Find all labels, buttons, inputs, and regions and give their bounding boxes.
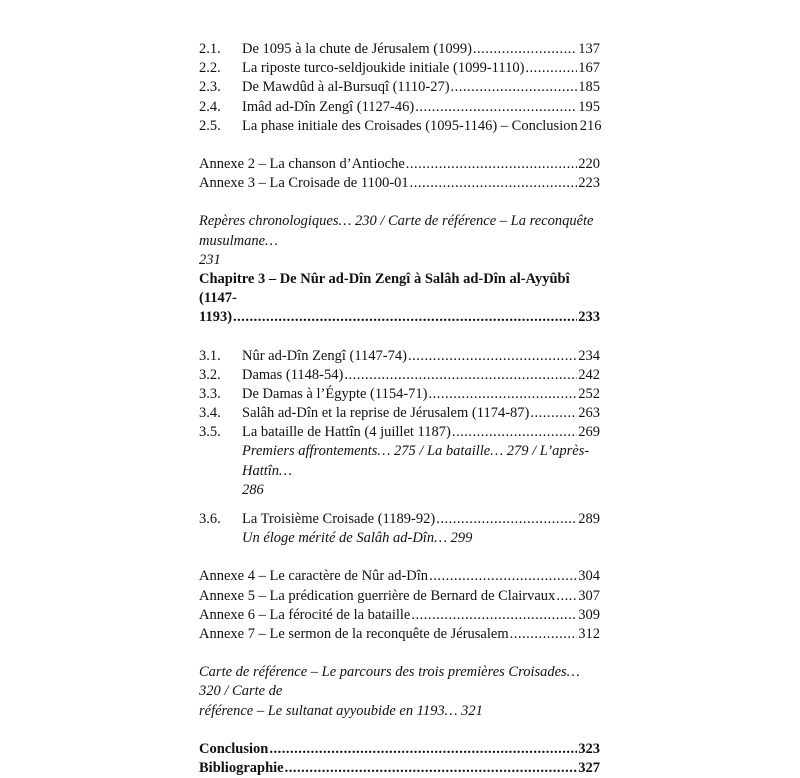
toc-entry-title: Nûr ad-Dîn Zengî (1147-74) — [242, 347, 407, 364]
chapter-title-line: 1193) — [199, 309, 233, 326]
toc-entry-title: De Damas à l’Égypte (1154-71) — [242, 385, 428, 402]
toc-entry-title: Annexe 4 – Le caractère de Nûr ad-Dîn — [199, 568, 429, 585]
toc-dot-leader — [556, 587, 577, 606]
toc-note-line: référence – Le sultanat ayyoubide en 1193… 321 — [199, 702, 483, 719]
toc-entry-title: Salâh ad-Dîn et la reprise de Jérusalem (1174-87) — [242, 405, 530, 422]
toc-entry-page: 185 — [578, 79, 600, 96]
spacer — [199, 328, 600, 347]
toc-dot-leader — [415, 98, 577, 117]
toc-annex-entry — [199, 606, 600, 625]
toc-entry-2-1 — [199, 40, 600, 59]
toc-entry-page: 289 — [578, 511, 600, 528]
toc-dot-leader — [285, 759, 578, 778]
toc-annex-entry — [199, 155, 600, 174]
toc-annex-entry — [199, 174, 600, 193]
toc-entry-page: 216 — [579, 117, 602, 134]
toc-entry-number: 2.1. — [199, 41, 221, 57]
toc-entry-page: 233 — [578, 309, 600, 326]
toc-entry-3-4 — [199, 404, 600, 423]
toc-note-line: Un éloge mérité de Salâh ad-Dîn… 299 — [242, 530, 473, 547]
toc-note-line: 231 — [199, 251, 221, 268]
toc-entry-number: 2.4. — [199, 98, 221, 115]
toc-entry-title: Damas (1148-54) — [242, 366, 344, 383]
toc-entry-title: Conclusion — [199, 740, 269, 757]
toc-entry-title: Annexe 6 – La férocité de la bataille — [199, 606, 411, 623]
toc-entry-title: La phase initiale des Croisades (1095-1146) – Conclusion — [242, 117, 578, 134]
spacer — [199, 721, 600, 740]
toc-entry-3-2 — [199, 366, 600, 385]
toc-entry-number: 3.3. — [199, 385, 221, 402]
toc-entry-2-3 — [199, 78, 600, 97]
toc-dot-leader — [473, 40, 577, 59]
toc-entry-title: Annexe 5 – La prédication guerrière de Bernard de Clairvaux — [199, 587, 556, 604]
toc-entry-title: La riposte turco-seldjoukide initiale (1099-1110) — [242, 60, 525, 77]
toc-subentries-3-6 — [199, 529, 600, 548]
toc-dot-leader — [233, 308, 577, 327]
toc-entry-page: 304 — [578, 568, 600, 585]
toc-dot-leader — [428, 385, 577, 404]
spacer — [199, 193, 600, 212]
toc-entry-number: 2.3. — [199, 79, 221, 96]
toc-entry-page: 312 — [578, 626, 600, 643]
toc-entry-number: 3.2. — [199, 366, 221, 383]
toc-note-line: 286 — [242, 481, 264, 498]
toc-dot-leader — [451, 78, 578, 97]
toc-chapter-3-heading — [199, 270, 600, 328]
toc-dot-leader — [269, 740, 577, 759]
toc-entry-title: Annexe 7 – Le sermon de la reconquête de Jérusalem — [199, 626, 509, 643]
toc-entry-number: 2.2. — [199, 60, 221, 77]
toc-dot-leader — [530, 404, 577, 423]
toc-entry-title: Imâd ad-Dîn Zengî (1127-46) — [242, 98, 415, 115]
toc-note-maps — [199, 663, 600, 721]
toc-entry-page: 220 — [578, 155, 600, 172]
toc-entry-page: 309 — [578, 606, 600, 623]
toc-note-chronology — [199, 212, 600, 270]
toc-dot-leader — [344, 366, 577, 385]
toc-entry-page: 167 — [578, 60, 600, 77]
toc-dot-leader — [525, 59, 577, 78]
toc-note-line: Carte de référence – Le parcours des trois premières Croisades… 320 / Carte de — [199, 664, 580, 700]
spacer — [199, 548, 600, 567]
toc-entry-page: 327 — [578, 760, 600, 777]
toc-entry-2-4 — [199, 98, 600, 117]
toc-entry-number: 2.5. — [199, 117, 221, 134]
toc-entry-title: La Troisième Croisade (1189-92) — [242, 511, 436, 528]
toc-annex-entry — [199, 625, 600, 644]
toc-entry-number: 3.4. — [199, 405, 221, 422]
toc-entry-title: Annexe 2 – La chanson d’Antioche — [199, 155, 405, 172]
toc-entry-page: 252 — [578, 385, 600, 402]
toc-dot-leader — [436, 510, 577, 529]
toc-entry-title: Bibliographie — [199, 760, 284, 777]
toc-entry-3-6 — [199, 510, 600, 529]
toc-entry-page: 269 — [578, 424, 600, 441]
toc-dot-leader — [408, 347, 577, 366]
chapter-title-line: Chapitre 3 – De Nûr ad-Dîn Zengî à Salâh ad-Dîn al-Ayyûbî (1147- — [199, 270, 570, 307]
toc-entry-3-5 — [199, 423, 600, 442]
toc-dot-leader — [406, 155, 577, 174]
toc-subentries-3-5 — [199, 442, 600, 500]
toc-annexes-a — [199, 155, 600, 193]
toc-entry-title: De Mawdûd à al-Bursuqî (1110-27) — [242, 79, 450, 96]
toc-entry-page: 223 — [578, 175, 600, 192]
toc-entry-3-3 — [199, 385, 600, 404]
toc-dot-leader — [452, 423, 577, 442]
toc-section-3 — [199, 347, 600, 549]
toc-entry-bibliography — [199, 759, 600, 778]
toc-annexes-b — [199, 567, 600, 644]
table-of-contents — [199, 40, 600, 778]
toc-entry-page: 242 — [578, 366, 600, 383]
toc-entry-3-1 — [199, 347, 600, 366]
toc-dot-leader — [410, 174, 578, 193]
chapter-title-last-line — [199, 308, 600, 327]
toc-annex-entry — [199, 587, 600, 606]
toc-entry-2-5 — [199, 117, 600, 136]
toc-entry-title: Annexe 3 – La Croisade de 1100-01 — [199, 175, 409, 192]
spacer — [199, 644, 600, 663]
toc-entry-title: De 1095 à la chute de Jérusalem (1099) — [242, 41, 472, 57]
toc-entry-number: 3.5. — [199, 424, 221, 441]
toc-entry-page: 263 — [578, 405, 600, 422]
toc-note-line: Premiers affrontements… 275 / La bataille… 279 / L’après-Hattîn… — [242, 443, 590, 479]
toc-entry-number: 3.6. — [199, 511, 221, 528]
toc-annex-entry — [199, 567, 600, 586]
spacer — [199, 500, 600, 510]
toc-section-2 — [199, 40, 600, 136]
toc-back-matter — [199, 740, 600, 778]
toc-entry-number: 3.1. — [199, 347, 221, 364]
toc-entry-title: La bataille de Hattîn (4 juillet 1187) — [242, 424, 451, 441]
toc-entry-page: 234 — [578, 347, 600, 364]
toc-entry-2-2 — [199, 59, 600, 78]
toc-dot-leader — [510, 625, 578, 644]
toc-entry-page: 307 — [578, 587, 600, 604]
toc-entry-conclusion — [199, 740, 600, 759]
toc-dot-leader — [411, 606, 577, 625]
toc-entry-page: 323 — [578, 740, 600, 757]
toc-note-line: Repères chronologiques… 230 / Carte de référence – La reconquête musulmane… — [199, 213, 594, 249]
toc-dot-leader — [429, 567, 577, 586]
spacer — [199, 136, 600, 155]
toc-entry-page: 195 — [578, 98, 600, 115]
toc-entry-page: 137 — [578, 41, 600, 57]
